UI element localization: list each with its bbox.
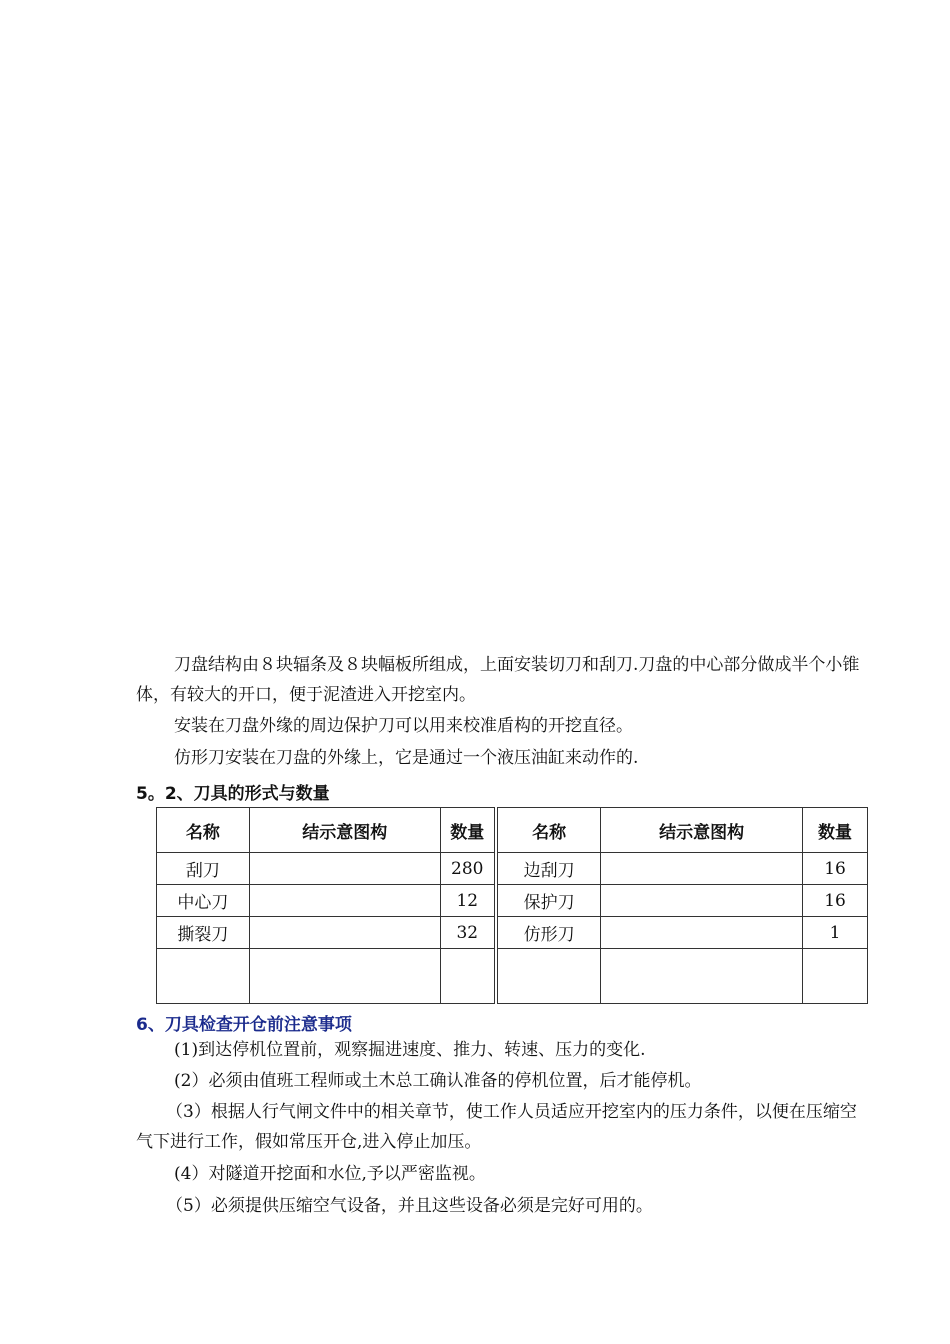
table-cell bbox=[601, 949, 803, 1004]
table-row bbox=[157, 917, 868, 949]
notice-item-4: (4）对隧道开挖面和水位,予以严密监视。 bbox=[174, 1164, 486, 1184]
header-name: 名称 bbox=[157, 808, 250, 853]
table-cell bbox=[249, 885, 440, 917]
table-cell: 32 bbox=[440, 917, 496, 949]
table-header-row bbox=[157, 808, 868, 853]
table-cell bbox=[601, 917, 803, 949]
table-cell bbox=[249, 853, 440, 885]
table-cell bbox=[249, 917, 440, 949]
table-cell: 1 bbox=[803, 917, 868, 949]
table-cell: 16 bbox=[803, 853, 868, 885]
table-cell bbox=[157, 949, 250, 1004]
table-cell: 中心刀 bbox=[157, 885, 250, 917]
table-cell bbox=[440, 949, 496, 1004]
section-heading-6: 6、刀具检查开仓前注意事项 bbox=[136, 1015, 352, 1035]
table-cell: 仿形刀 bbox=[496, 917, 601, 949]
header-name: 名称 bbox=[496, 808, 601, 853]
table-cell bbox=[601, 853, 803, 885]
header-quantity: 数量 bbox=[803, 808, 868, 853]
table-cell bbox=[249, 949, 440, 1004]
header-diagram: 结示意图构 bbox=[601, 808, 803, 853]
table-cell: 保护刀 bbox=[496, 885, 601, 917]
header-quantity: 数量 bbox=[440, 808, 496, 853]
notice-item-2: (2）必须由值班工程师或土木总工确认准备的停机位置，后才能停机。 bbox=[174, 1071, 702, 1091]
notice-item-3: （3）根据人行气闸文件中的相关章节，使工作人员适应开挖室内的压力条件，以便在压缩空气下进行工作，假如常压开仓,进入停止加压。 bbox=[136, 1102, 857, 1152]
header-diagram: 结示意图构 bbox=[249, 808, 440, 853]
notice-item-5: （5）必须提供压缩空气设备，并且这些设备必须是完好可用的。 bbox=[166, 1196, 653, 1216]
table-row bbox=[157, 853, 868, 885]
section-heading-5-2: 5。2、刀具的形式与数量 bbox=[136, 784, 330, 804]
paragraph-copy-cutter: 仿形刀安装在刀盘的外缘上，它是通过一个液压油缸来动作的. bbox=[174, 748, 639, 768]
table-cell: 刮刀 bbox=[157, 853, 250, 885]
table-row bbox=[157, 885, 868, 917]
table-cell bbox=[496, 949, 601, 1004]
table-cell bbox=[803, 949, 868, 1004]
table-cell: 边刮刀 bbox=[496, 853, 601, 885]
table-cell bbox=[601, 885, 803, 917]
table-cell: 12 bbox=[440, 885, 496, 917]
table-cell: 280 bbox=[440, 853, 496, 885]
paragraph-cutterhead-structure: 刀盘结构由８块辐条及８块幅板所组成，上面安装切刀和刮刀.刀盘的中心部分做成半个小锥体，有较大的开口，便于泥渣进入开挖室内。 bbox=[136, 655, 860, 705]
notice-item-1: (1)到达停机位置前，观察掘进速度、推力、转速、压力的变化. bbox=[174, 1040, 646, 1060]
table-cell: 16 bbox=[803, 885, 868, 917]
paragraph-gauge-cutter: 安装在刀盘外缘的周边保护刀可以用来校准盾构的开挖直径。 bbox=[174, 716, 633, 736]
table-row bbox=[157, 949, 868, 1004]
table-cell: 撕裂刀 bbox=[157, 917, 250, 949]
cutter-table bbox=[156, 807, 868, 1004]
